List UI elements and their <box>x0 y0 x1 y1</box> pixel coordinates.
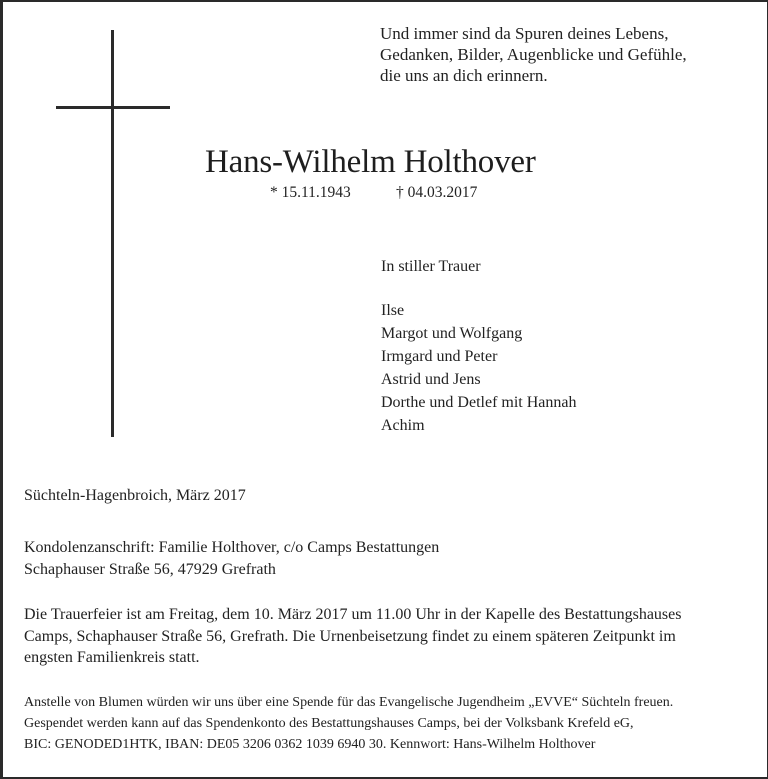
ceremony-line: engsten Familienkreis statt. <box>24 649 200 666</box>
mourners-list <box>381 299 577 437</box>
deceased-name: Hans-Wilhelm Holthover <box>205 144 536 180</box>
ceremony-line: Camps, Schaphauser Straße 56, Grefrath. Die Urnenbeisetzung findet zu einem späteren Zeitpunkt im <box>24 627 676 645</box>
cross-horizontal-bar <box>56 106 170 109</box>
ceremony-info <box>24 604 681 669</box>
donation-line: Gespendet werden kann auf das Spendenkonto des Bestattungshauses Camps, bei der Volksbank Krefeld eG, <box>24 716 634 731</box>
birth-date: * 15.11.1943 <box>270 184 351 201</box>
donation-line: Anstelle von Blumen würden wir uns über eine Spende für das Evangelische Jugendheim „EVVE“ Süchteln freuen. <box>24 695 674 710</box>
death-date: † 04.03.2017 <box>396 184 478 201</box>
mourner-item: Irmgard und Peter <box>381 348 498 365</box>
verse-line: die uns an dich erinnern. <box>380 66 548 85</box>
mourner-item: Margot und Wolfgang <box>381 325 523 342</box>
address-line: Kondolenzanschrift: Familie Holthover, c/o Camps Bestattungen <box>24 539 440 556</box>
donation-line: BIC: GENODED1HTK, IBAN: DE05 3206 0362 1039 6940 30. Kennwort: Hans-Wilhelm Holthover <box>24 737 596 752</box>
address-line: Schaphauser Straße 56, 47929 Grefrath <box>24 560 276 578</box>
mourning-title: In stiller Trauer <box>381 258 481 275</box>
cross-vertical-bar <box>111 30 114 437</box>
condolence-address <box>24 537 439 580</box>
place-date: Süchteln-Hagenbroich, März 2017 <box>24 487 246 504</box>
memorial-verse <box>380 23 687 86</box>
ceremony-line: Die Trauerfeier ist am Freitag, dem 10. März 2017 um 11.00 Uhr in der Kapelle des Bestattungshauses <box>24 606 682 623</box>
mourner-item: Astrid und Jens <box>381 371 481 388</box>
verse-line: Gedanken, Bilder, Augenblicke und Gefühle, <box>380 45 687 64</box>
mourner-item: Achim <box>381 417 425 434</box>
donation-info <box>24 692 673 755</box>
mourner-item: Ilse <box>381 302 405 319</box>
mourner-item: Dorthe und Detlef mit Hannah <box>381 394 577 411</box>
verse-line: Und immer sind da Spuren deines Lebens, <box>380 24 669 43</box>
